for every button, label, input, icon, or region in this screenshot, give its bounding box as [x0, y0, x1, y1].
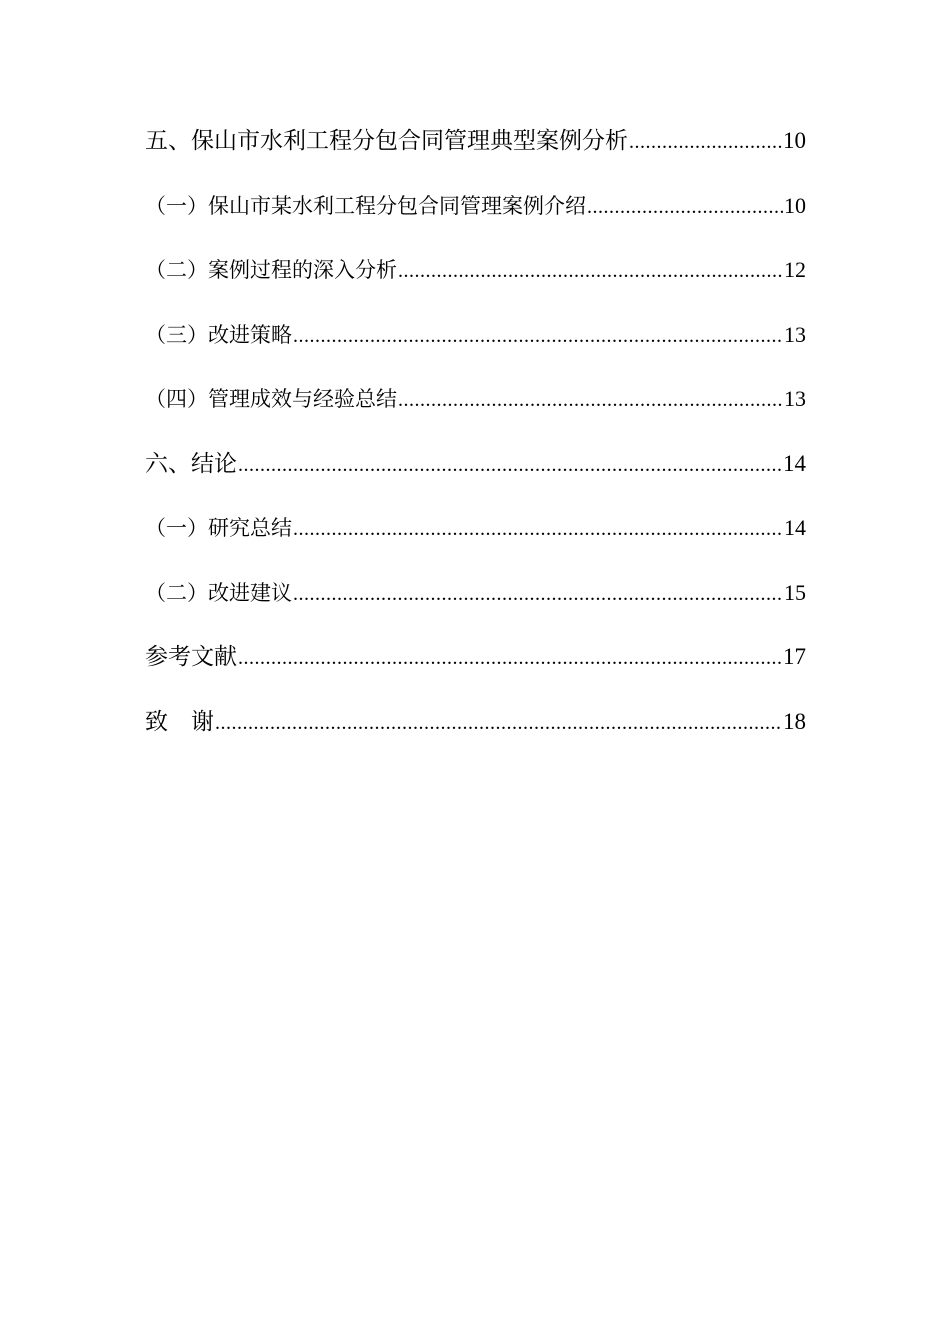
toc-dot-leader [293, 504, 783, 554]
toc-page-number: 10 [784, 192, 806, 218]
toc-dot-leader [215, 698, 782, 748]
toc-dot-leader [587, 182, 783, 232]
toc-entry-title: （二）改进建议 [145, 580, 292, 605]
toc-entry-6-2[interactable] [145, 568, 806, 633]
toc-entry-title: （二）案例过程的深入分析 [145, 258, 397, 282]
toc-page-number: 13 [784, 321, 806, 347]
toc-dot-leader [398, 246, 783, 296]
toc-entry-title: 六、结论 [145, 450, 237, 477]
toc-entry-chapter-6[interactable] [145, 439, 806, 504]
toc-entry-title: 致 谢 [145, 708, 214, 735]
toc-page-number: 18 [783, 708, 806, 734]
toc-dot-leader [238, 633, 782, 683]
toc-entry-acknowledgements[interactable] [145, 697, 806, 762]
toc-entry-chapter-5[interactable] [145, 116, 806, 181]
toc-entry-5-1[interactable] [145, 181, 806, 246]
toc-entry-title: 参考文献 [145, 644, 237, 670]
toc-dot-leader [293, 311, 783, 361]
toc-dot-leader [398, 375, 783, 425]
toc-entry-5-3[interactable] [145, 310, 806, 375]
toc-entry-title: （一）保山市某水利工程分包合同管理案例介绍 [145, 193, 586, 218]
toc-page-number: 13 [784, 386, 806, 411]
toc-entry-5-2[interactable] [145, 245, 806, 310]
toc-entry-title: （四）管理成效与经验总结 [145, 387, 397, 411]
toc-entry-5-4[interactable] [145, 374, 806, 439]
toc-entry-title: 五、保山市水利工程分包合同管理典型案例分析 [145, 128, 628, 154]
toc-entry-6-1[interactable] [145, 503, 806, 568]
toc-page-number: 17 [783, 644, 806, 669]
toc-entry-title: （一）研究总结 [145, 516, 292, 540]
toc-page-number: 12 [784, 257, 806, 282]
toc-entry-title: （三）改进策略 [145, 322, 292, 347]
toc-dot-leader [629, 117, 782, 167]
toc-entry-references[interactable] [145, 632, 806, 697]
toc-page-number: 10 [783, 128, 806, 153]
toc-dot-leader [293, 569, 783, 619]
table-of-contents [145, 116, 806, 761]
toc-dot-leader [238, 440, 782, 490]
toc-page-number: 14 [784, 515, 806, 540]
toc-page-number: 14 [783, 450, 806, 476]
toc-page-number: 15 [784, 579, 806, 605]
